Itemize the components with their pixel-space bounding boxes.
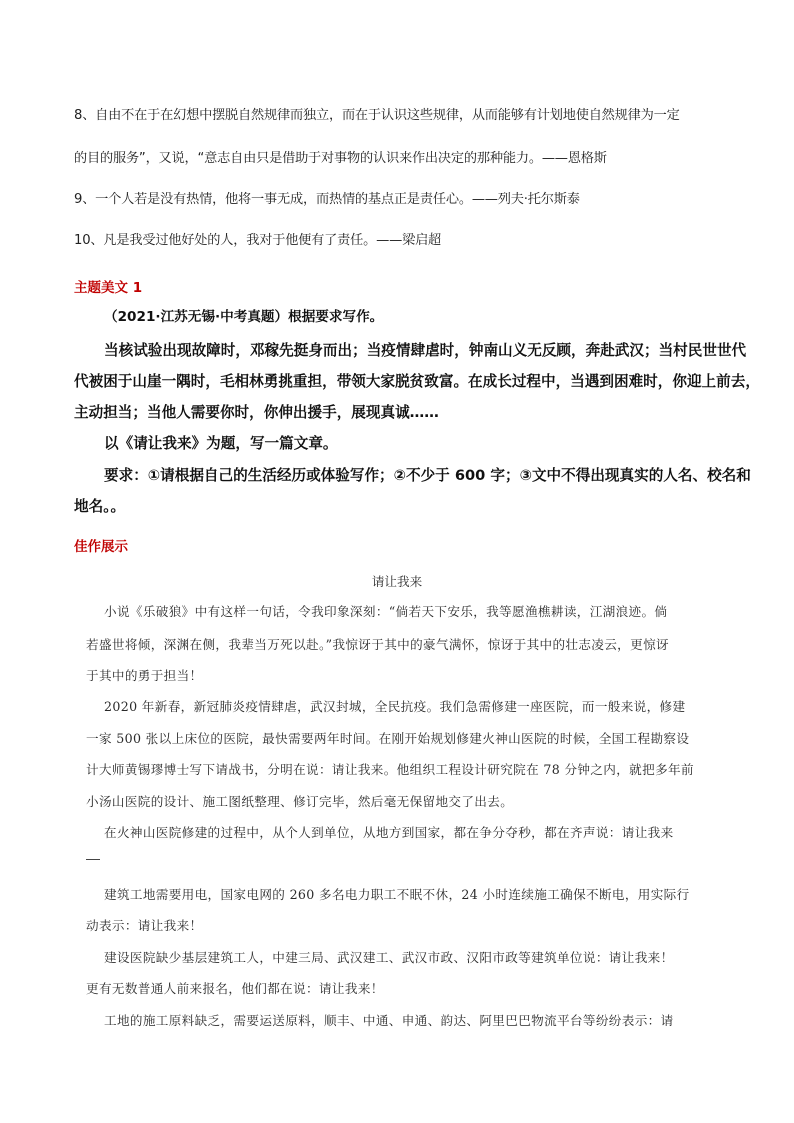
essay-line: 一家 500 张以上床位的医院，最快需要两年时间。在刚开始规划修建火神山医院的时候，全国工程勘察设: [86, 731, 690, 746]
essay-line: 建筑工地需要用电，国家电网的 260 多名电力职工不眠不休，24 小时连续施工确保不断电，用实际行: [104, 887, 690, 902]
quote-10: 10、凡是我受过他好处的人，我对于他便有了责任。——梁启超: [74, 233, 442, 248]
essay-line: 建设医院缺少基层建筑工人，中建三局、武汉建工、武汉市政、汉阳市政等建筑单位说：请让我来！: [104, 950, 674, 965]
essay-line: 计大师黄锡璆博士写下请战书，分明在说：请让我来。他组织工程设计研究院在 78 分钟之内，就把多年前: [86, 762, 694, 777]
section-heading-theme-essay: 主题美文 1: [74, 280, 143, 296]
essay-line: 于其中的勇于担当！: [86, 668, 203, 683]
section-heading-showcase: 佳作展示: [74, 539, 128, 555]
quote-8-line-1: 8、自由不在于在幻想中摆脱自然规律而独立，而在于认识这些规律，从而能够有计划地使自然规律为一定: [74, 108, 680, 123]
essay-line: 在火神山医院修建的过程中，从个人到单位，从地方到国家，都在争分夺秒，都在齐声说：请让我来: [104, 825, 674, 840]
essay-line: 小汤山医院的设计、施工图纸整理、修订完毕，然后毫无保留地交了出去。: [86, 794, 514, 809]
line-break-rule: [86, 859, 100, 860]
prompt-requirements: 要求：①请根据自己的生活经历或体验写作；②不少于 600 字；③文中不得出现真实的人名、校名和: [104, 467, 751, 484]
prompt-line: 代被困于山崖一隅时，毛相林勇挑重担，带领大家脱贫致富。在成长过程中，当遇到困难时，你迎上前去，: [74, 373, 760, 390]
prompt-requirements-cont: 地名。。: [74, 498, 126, 515]
essay-line: 更有无数普通人前来报名，他们都在说：请让我来！: [86, 981, 384, 996]
essay-line: 2020 年新春，新冠肺炎疫情肆虐，武汉封城，全民抗疫。我们急需修建一座医院，而一般来说，修建: [104, 699, 686, 714]
prompt-instruction: 以《请让我来》为题，写一篇文章。: [104, 435, 338, 452]
prompt-source: （2021·江苏无锡·中考真题）根据要求写作。: [104, 309, 384, 325]
essay-line: 若盛世将倾，深渊在侧，我辈当万死以赴。”我惊讶于其中的豪气满怀，惊讶于其中的壮志凌云，更惊讶: [86, 637, 669, 652]
essay-line: 动表示：请让我来！: [86, 918, 203, 933]
quote-9: 9、一个人若是没有热情，他将一事无成，而热情的基点正是责任心。——列夫·托尔斯泰: [74, 192, 580, 207]
quote-8-line-2: 的目的服务”，又说，“意志自由只是借助于对事物的认识来作出决定的那种能力。——恩格斯: [74, 151, 607, 166]
prompt-line: 主动担当；当他人需要你时，你伸出援手，展现真诚……: [74, 404, 439, 421]
essay-line: 工地的施工原料缺乏，需要运送原料，顺丰、中通、申通、韵达、阿里巴巴物流平台等纷纷表示：请: [104, 1013, 674, 1028]
prompt-line: 当核试验出现故障时，邓稼先挺身而出；当疫情肆虐时，钟南山义无反顾，奔赴武汉；当村民世世代: [104, 342, 747, 359]
essay-line: 小说《乐破狼》中有这样一句话，令我印象深刻：“倘若天下安乐，我等愿渔樵耕读，江湖浪迹。倘: [104, 604, 668, 619]
essay-title: 请让我来: [371, 574, 423, 589]
